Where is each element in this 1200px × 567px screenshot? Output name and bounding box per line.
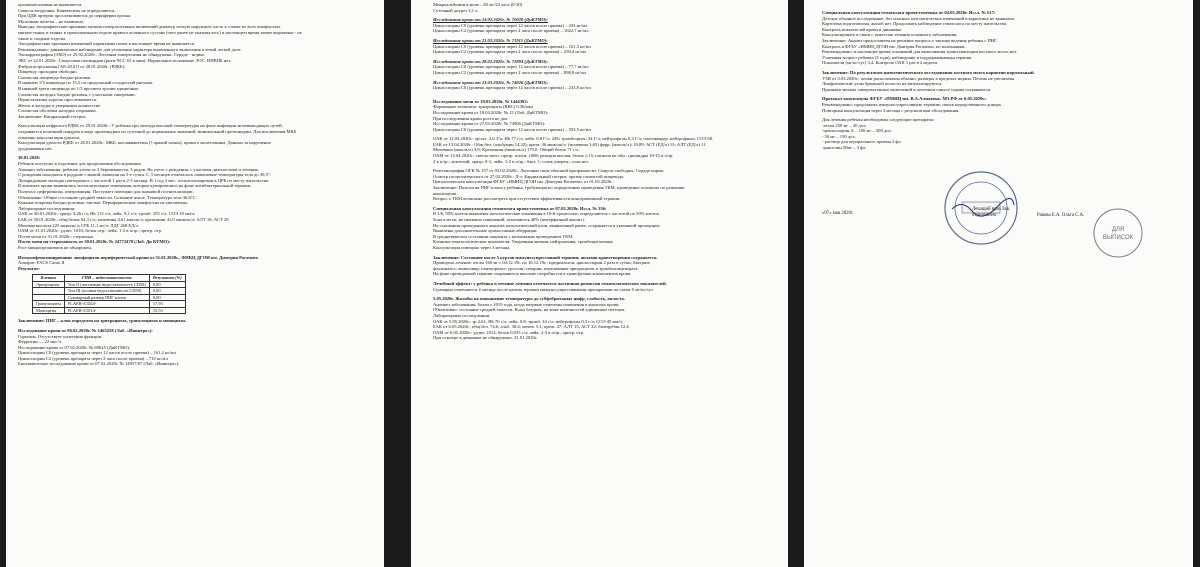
text-line: - 50 мг – 150 доз; — [822, 133, 856, 139]
text-line: Детское обычное исследование, без опасных патологических изменений в кариотипе не выявлено. — [822, 15, 1016, 21]
table-cell: FLAER-/CD14- — [64, 307, 149, 314]
text-line: Специальная консультация гематолога врача-генетика от 07.02.2020г. Иссл. № 356: — [433, 205, 607, 211]
text-line: Эхокардиография (ЭХО) от 25.02.2020г.: Легочная гипертензия не обнаружена. Сердце - норма. — [18, 52, 205, 58]
text-line: ЭКГ от 22.01.2020г.: Синусовая тахикардия (ритм ЧСС 65 в мин). Нормальное положение ЭОС. НПВПБ нет. — [18, 57, 232, 63]
text-line: органомегалиями не выявляется. — [18, 2, 83, 7]
text-line: Консультация нефролога РДКБ от 29.01.2020г.: У ребенка три эпизода высокой температуры на фоне инфекции мочевыводящих путей, — [18, 123, 283, 129]
cyclosporin-value: Циклоспорин C2 (уровень препарата через 2 часа после приема) – 250,4 нг/мл — [433, 49, 587, 55]
text-line: Суммарно отмечаются 4 месяца после начала терапии иммуносупрессивными препаратами по схеме 5 мг/кг/сут. — [433, 286, 654, 292]
text-line: Исследование крови от 18.03.2020г. № 21 (Лаб. ДнКТМО): — [433, 109, 549, 115]
text-line: На фоне проведенной терапии сохраняются высокие потребности в трансфузиях компонентов крови. — [433, 271, 632, 277]
text-line: Лабораторные исследования: — [433, 312, 491, 318]
text-line: Синусы воздушны. Конвекситы не определяются. — [18, 7, 116, 13]
signature-area — [822, 169, 1181, 259]
text-line: Вопрос о ТКМ возможно рассмотреть при отсутствии эффективности консервативной терапии. — [433, 196, 621, 202]
svg-text:ВЫПИСОК: ВЫПИСОК — [1102, 234, 1134, 241]
table-cell: Тип II (частичная недостаточность CD59) — [64, 281, 149, 288]
page2-block-g — [433, 281, 778, 292]
result-label: Результат: — [18, 265, 40, 271]
cyclosporin-value: Циклоспорин C2 (уровень препарата через 2 часа после приема) – 898,8 нг/мл — [433, 69, 587, 75]
text-line: Лабораторные исследования: — [18, 205, 76, 211]
page3-block-b — [822, 70, 1181, 92]
cyclosporin-heading: Исследование крови от 28.02.2020г. № 72894 (ДнКТМО): — [433, 58, 549, 64]
table-cell: 17,93 — [149, 301, 185, 308]
page3-block-a — [822, 10, 1181, 66]
document-page-1 — [6, 0, 384, 567]
text-line: Желчь в желудке в умеренном количестве. — [18, 102, 102, 108]
page2-cyclosporin-blocks — [433, 17, 778, 95]
text-line: Заключение: Анализ предоставлен на решение вопроса о тактике ведения ребенка с ПНГ. — [822, 37, 998, 43]
page2-block-h — [433, 296, 778, 341]
page1-bottom-block — [18, 328, 374, 367]
page2-block-f — [433, 255, 778, 277]
table-header: ГПИ – недостаточность — [64, 275, 149, 282]
text-line: консилиума. — [433, 190, 458, 196]
text-line: - раствор для перорального приема 2 фл. — [822, 139, 902, 145]
cyclosporin-heading: Исследование крови от 13.03.2020г. № 74926 (ДнКТМО): — [433, 79, 549, 85]
text-line: БАК от 30.01.2020г.: общ.белок 64,3 г/л; мочевина 4,61 ммоль/л; креатинин 41,0 мкмоль/л; АЛТ 16; АСТ 29. — [18, 216, 230, 222]
text-line: Рекомендовано: динамическое наблюдение для уточнения характера выявленного включения в левой легкой доле. — [18, 46, 242, 52]
labs-heading: Посев мочи на стерильность от 30.01.2020г. № 24773478 (Лаб. Дн КТМО): — [18, 239, 171, 245]
text-line: Лихорадочные эпизоды повторялись с частотой 1 раз в 2-3 месяца. В 1 год 3 мес. госпитализирован в ЦРБ по месту жительства. — [18, 177, 270, 183]
text-line: Клинико-гематологические показатели: Умеренная анемия, нейтропения, тромбоцитопения. — [433, 239, 614, 245]
page2-block-a — [433, 2, 778, 13]
text-line: Молочные железы – не выявлено. — [18, 18, 85, 24]
text-line: В среднетяжелом состоянии пациента с возможным проведением ТКМ. — [433, 233, 574, 239]
signature-date: «07» мая 2020г. — [822, 210, 854, 216]
page1-consult-block — [18, 123, 374, 151]
cyclosporin-value: Циклоспорин C2 (уровень препарата через 2 часа после приема) – 1022,7 нг/мл — [433, 28, 589, 34]
text-line: Анамнез заболевания: ребенок учтен от 3 беременности, 3 родов. На учете с рождения, с участием диагностики и лечения. — [18, 166, 259, 172]
immuno-conclusion: Заключение: ПНГ – клон определен на эритроцитах, гранулоцитах и моноцитах. — [18, 318, 187, 324]
text-line: С рождения находился в роддоме с мамой, выписан на 5-е сутки. С 3 месяцев отмечалось повышение температуры тела до 39,5°. — [18, 172, 271, 178]
text-line: Пищевод: проходим свободно. — [18, 69, 78, 75]
text-line: Протокол консилиума ФГБУ «НМИЦ им. В.А.Алмазова» МЗ РФ от 6.05.2020г.: — [822, 96, 987, 102]
labs-note: Рост микроорганизмов не обнаружен. — [18, 244, 92, 250]
text-line: Суточный диурез 3,1 л. — [433, 7, 479, 13]
text-line: Для лечения ребенка необходимы следующие препараты: — [822, 117, 935, 123]
cyclosporin-value: Циклоспорин C0 (уровень препарата через 12 часов после приема) – 161,3 нг/мл — [433, 43, 591, 49]
table-header: Результат (%) — [149, 275, 185, 282]
text-line: Слизистая оболочка желудка сохранена. — [18, 108, 97, 114]
text-line: Ребенок поступил в отделение для продолжения обследования. — [18, 161, 142, 167]
page1-history-block — [18, 161, 374, 239]
text-line: Контроль в ФГБУ «НМИЦ ДГОИ им. Дмитрия Рогачева» по показаниям. — [822, 43, 966, 49]
text-line: Лечебный эффект: у ребенка в течение лечения отмечается частичная ремиссия гематологических показателей. — [433, 280, 667, 286]
page2-block-c — [433, 136, 778, 164]
text-line: Анамнез заболевания: болен с 2019 года, когда впервые отмечены изменения в анализах крови. — [433, 301, 620, 307]
text-line: Исследование крови от 06.02.2020г. № 1465258 (Лаб. «Инвитро»): — [18, 327, 153, 333]
text-line: Биохимическое исследование крови от 07.02.2020г. № 14957/07 (Лаб. «Инвитро»): — [18, 361, 180, 367]
table-cell: Тип III (полная недостаточность CD59) — [64, 288, 149, 295]
text-line: флуконазол; ацикловир; пантопразол; урсосан; гепарин; переливание эритроцитов и тромбоконцентрата. — [433, 265, 639, 271]
text-line: сохраняется почечный синдром в виде протеинурии по суточной до нормальных значений, минимальной протеинурии. Для исключения МКБ — [18, 129, 297, 135]
text-line: ОАК от 30.01.2020г.: эритр. 4,26 г/л; Hb 113 г/л; лейк. 9,2 г/л; тромб. 355 г/л; СОЭ 18 мм/ч. — [18, 211, 196, 217]
text-line: При исследовании крови роста не дал — [433, 115, 508, 121]
text-line: Осмотр гастроэнтеролога от 27.02.2020г.: Д-з: Кардиальный гастрит, эрозия слизистой пищевода. — [433, 173, 625, 179]
text-line: Циклоспорин C2 (уровень препарата через 2 часа после приема) – 710 нг/мл — [18, 355, 168, 361]
text-line: 5.05.2020г. Жалобы на повышение температуры до субфебрильных цифр, слабость, вялость. — [433, 296, 626, 302]
text-line: Рекомендовано: в настоящее время оснований для выполнения трансплантации костного мозга нет. — [822, 49, 1017, 55]
text-line: Учитывая возраст ребенка (3 года), наблюдение и поддерживающая терапия. — [822, 54, 973, 60]
table-cell: Эритроциты — [33, 281, 65, 288]
text-line: Объективно: Общее состояние средней тяжести. Сознание ясное. Температура тела 36,6°С. — [18, 194, 197, 200]
text-line: -атгам 250 мг – 20 доз; — [822, 122, 867, 128]
page2-block-d — [433, 168, 778, 202]
signature-role: Лечащий врач Зав. отделением — [972, 206, 1011, 218]
table-cell: Моноциты — [33, 307, 65, 314]
text-line: Ферритин — 22 мкг/л. — [18, 339, 63, 345]
svg-text:ДЛЯ: ДЛЯ — [1111, 226, 1125, 233]
immuno-table-body — [33, 281, 186, 314]
page1-top-block — [18, 2, 374, 119]
text-line: Рекомендовано: продолжить иммуносупрессивную терапию, поиск неродственного донора. — [822, 101, 1002, 107]
text-line: Гормоны. Отсутствует угнетения функции. — [18, 333, 103, 339]
text-line: В 1/6, 50% клеток выявлены патологические изменения в 16-й хромосоме; определяются с частотой по 50% клеток. — [433, 211, 660, 217]
text-line: Зона клеток, не имевших изменений, отмечаются 40% (интерфазный анализ). — [433, 217, 585, 222]
stamp-for-extracts-icon — [1092, 207, 1144, 259]
table-cell: 15,53 — [149, 307, 185, 314]
text-line: Цитологическая консультация ФГБУ «НМИЦ ДГОИ им. Дмитрия Рогачева» от 01.03.2020г.: — [433, 179, 614, 185]
cyclosporin-value: Циклоспорин C0 (уровень препарата через 12 часов после приема) – 233,8 нг/мл — [433, 85, 591, 91]
text-line: Исследование крови от 27.03.2020г. № 74906 (ДнКТМО): — [433, 121, 546, 127]
text-line: Объективно: состояние средней тяжести. Кожа бледная, на коже конечностей единичные петехии. — [433, 307, 626, 313]
text-line: Консультация уролога РДКБ от 28.01.2020г.: МКБ, коллаквантемы (? правой почки), правого мочеточника. Данных за нарушение — [18, 140, 271, 146]
text-line: мягкие ткани, в тканях в проксимальном отделе правого коленного сустава (чего ранее не указывалось) и настоящем время менее выражены - не — [18, 29, 302, 35]
text-line: Показатели (мг/кг/сут) 3,4. Контроль ОАК 1 раз в 2 недели. — [822, 60, 939, 66]
table-cell: Суммарный размер ПНГ клона — [64, 294, 149, 301]
cyclosporin-heading: Исследование крови от 14.02.2020г. № 70020 (ДнКТМО): — [433, 17, 549, 23]
text-line: Мочевина (ммоль/л) 3,9; Креатинин (мкмоль/л) 179,0. Общий белок 71 г/л. — [433, 147, 580, 153]
text-line: Лимфатические узлы брюшной полости не визуализируются. — [822, 81, 943, 87]
text-line: Микроальбумин в моче – 65 мг/24 часа (0-30) — [433, 2, 523, 7]
text-line: Картотека подготовлена, жалоб нет. Продолжать наблюдение гематолога по месту жительства. — [822, 21, 1008, 27]
text-line: Признаки мелких гиперэхогенных включений в почечном синусе справа сохраняются. — [822, 86, 992, 92]
text-line: Эхографические признаки изменений паренхимы почек в настоящее время не выявляется. — [18, 41, 196, 47]
text-line: Специальная консультация гематолога врача-генетика от 04.05.2020г. Иссл. № 617: — [822, 10, 996, 15]
signature-name: Ракова Е.А. Ольга С.А. — [1037, 212, 1085, 218]
text-line: УЗИ от 3.03.2020г.: почки расположены обычно, размеры в пределах нормы. Печень не увеличена. — [822, 75, 1016, 81]
cyclosporin-value: Циклоспорин C0 (уровень препарата через 12 часов после приема) – 77,7 нг/мл — [433, 64, 589, 70]
text-line: Заключение: Патология ПНГ-клона у ребенка, требующая по определению проведения ТКМ, проведение отложено по решению — [433, 185, 685, 191]
text-line: Циклоспорин C0 (уровень препарата через 12 часов после приема) – 353,5 нг/мл — [433, 126, 591, 132]
table-row — [33, 307, 186, 314]
text-line: В нижней трети пищевода по 1/5 просвета эрозии единичные. — [18, 85, 140, 91]
table-cell: 0,00 — [149, 294, 185, 301]
text-line: ОАМ от 6.05.2020г.: уд.вес 1012; белок 0,033 г/л; лейк. 2-3 в п/зр.; эритр. отр. — [433, 329, 585, 335]
text-line: такие и сходные отделы. — [18, 35, 67, 41]
text-line: На основании проведенного анализа патологический клон, выявленный ранее, сохраняется в указанной пропорции. — [433, 222, 661, 228]
text-line: Фиброгастроскопия [АЕ:28.01] от 28.01.2020г. (РДКБ): — [18, 63, 126, 69]
text-line: Исследование мочи от 18.03.2020г. № 1444382: — [433, 98, 529, 104]
text-line: Проведено лечение: атгам 160 мг с 04.12.19г. по 16.12.19г.; преднизолон; циклоспорин 2 раза в сутки; бактрим; — [433, 260, 651, 266]
text-line: Слизистая желудка бледно-розовая, с участками гиперемии. — [18, 91, 136, 97]
text-line: уродинамики нет. — [18, 145, 53, 151]
text-line: Слизистая пищевода бледно-розовая. — [18, 74, 92, 80]
text-line: Посев мочи от 31.01.2020г.: стерильно. — [18, 233, 95, 239]
text-line: Кожные покровы бледно-розовые, чистые. Периферические лимфоузлы не увеличены. — [18, 200, 189, 206]
text-line: Рентгенография ОГК № 157 от 03.02.2020г.: Легочные поля обычной прозрачности. Синусы свободны. Сердце норма. — [433, 168, 665, 174]
text-line: ОАК от 5.05.2020г.: эр 2,61; Hb 76 г/л; лейк. 0,8; тромб. 34 г/л; нейтрофилы 0,3 г/л; СОЭ 45 мм/ч. — [433, 318, 624, 324]
table-cell: 0,00 — [149, 288, 185, 295]
text-line: 2 в п/зр.; эпителий, эритр. 0-1; лейк. 1-2 в п/зр.; бакт. 1; слизь умерен.; соли нет. — [433, 158, 589, 164]
text-line: Циклоспорин C0 (уровень препарата через 12 часов после приема) – 161,2 нг/мл — [18, 350, 176, 356]
text-line: БАК от 13.04.2020г.: Общ.бел. (альбумин 14,32); креат. 46 мкмоль/л; (мочевина 3,65) ферр. (ммоль/л); 10,89; АСТ (ЕД/л) 13; АЛТ (ЕД/л) 11. — [433, 141, 707, 147]
table-cell: Гранулоциты — [33, 301, 65, 308]
text-line: В анализах крови выявлялись воспалительные изменения, которые купировались на фоне антибактериальной терапии. — [18, 183, 252, 189]
text-line: Форменные элементы: эритроциты (RBC) 0,36/мкл — [433, 104, 534, 110]
text-line: При осмотре в динамике не обнаружено. 31.01.2020г. — [433, 335, 538, 341]
text-line: При ЦДК артерии прослеживаются до периферии органа. — [18, 13, 132, 19]
text-line: Выявлены дополнительные хромосомные аберрации. — [433, 228, 538, 234]
text-line: ОАМ от 31.01.2020г.: уд.вес 1010; белок отр.; лейк. 1-2 в п/зр.; эритр. отр. — [18, 228, 163, 234]
text-line: Заключение: Состояние после 5 курсов иммуносупрессивной терапии; аплазия кроветворения сохраняется. — [433, 254, 658, 260]
page2-block-e — [433, 206, 778, 251]
text-line: Выводы: эхографические признаки мелких гиперэхогенных включений диаметр легкую наружную часть к стенке во всех лимфоузлах — [18, 24, 281, 30]
text-line: Получал: цефтриаксон, азитромицин. Поступает повторно для плановой госпитализации. — [18, 189, 194, 194]
text-line: Повторная консультация через 3 месяца с результатами обследования. — [822, 107, 960, 113]
table-header: Клетки — [33, 275, 65, 282]
text-line: показано консультация уролога. — [18, 134, 81, 140]
immuno-heading: Иммунофенотипирование лимфоцитов периферической крови от 31.01.2020г., ФНКЦ ДГОИ им. Дмитрия Рогачева — [18, 254, 258, 260]
text-line: Исследование крови от 07.02.2020г. № 69625 (ДнКТМО): — [18, 344, 131, 350]
text-line: Консультировать в связи с тяжестью течения основного заболевания. — [822, 32, 958, 38]
immuno-sub: Аппарат: FACS Canto II — [18, 260, 65, 266]
text-line: Заключение: Катаральный гастрит. — [18, 113, 87, 119]
text-line: Контроль показателей крови в динамике. — [822, 26, 903, 32]
document-page-3 — [804, 0, 1193, 567]
cyclosporin-value: Циклоспорин C0 (уровень препарата через 12 часов после приема) – 233 нг/мл — [433, 22, 588, 28]
immuno-table — [32, 274, 186, 314]
page3-block-d — [822, 117, 1181, 151]
text-line: Мочевая кислота 225 мкмоль/л; СРБ 11,1 мг/л; ЛДГ 268 ЕД/л. — [18, 222, 140, 228]
history-date: 30.01.2020: — [18, 155, 41, 161]
text-line: -циклоспорин А – 100 мг – 500 доз; — [822, 128, 892, 134]
page3-block-c — [822, 96, 1181, 113]
page2-block-b — [433, 99, 778, 133]
table-cell: FLAER-/CD24- — [64, 301, 149, 308]
text-line: ОАМ от 13.04.2020г.: светло-желт. прозр. плотн. 1008; реакция кислая; белок 1,15; глюкоза не обн.; цилиндры 10-15 в п/зр. — [433, 153, 674, 159]
text-line: Заключение: По результатам цитогенетического исследования костного мозга кариотип нормальный. — [822, 69, 1035, 75]
document-page-2 — [411, 0, 788, 567]
cyclosporin-heading: Исследование крови от 21.02.2020г. № 71911 (ДнКТМО): — [433, 37, 548, 43]
text-line: БАК от 6.05.2020г.: общ.бел. 74,6; альб. 38,4; мочев. 5,1; креат. 47; АЛТ 15; АСТ 22; билирубин 12,4. — [433, 324, 630, 330]
text-line: Консультация повторно через 3 месяца. — [433, 244, 511, 250]
table-cell: 0,00 — [149, 281, 185, 288]
text-line: Перистальтика хорошо прослеживается. — [18, 97, 98, 103]
text-line: ОАК от 12.04.2020г.: эр/тах. 2,6 Т/л; Hb 77 г/л; лейк. 0,8 Г/л; 24% тромбоциты; 34 Г/л; нейтрофилы 0,3 Г/л; палочкоядер. нейтрофилы; СОЭ 68. — [433, 136, 714, 142]
text-line: -ранселин 50мг – 3 фл. — [822, 145, 867, 151]
text-line: В нижнем 1/3 пищевода по 15,5 см продольный сосудистый рисунок. — [18, 80, 154, 86]
